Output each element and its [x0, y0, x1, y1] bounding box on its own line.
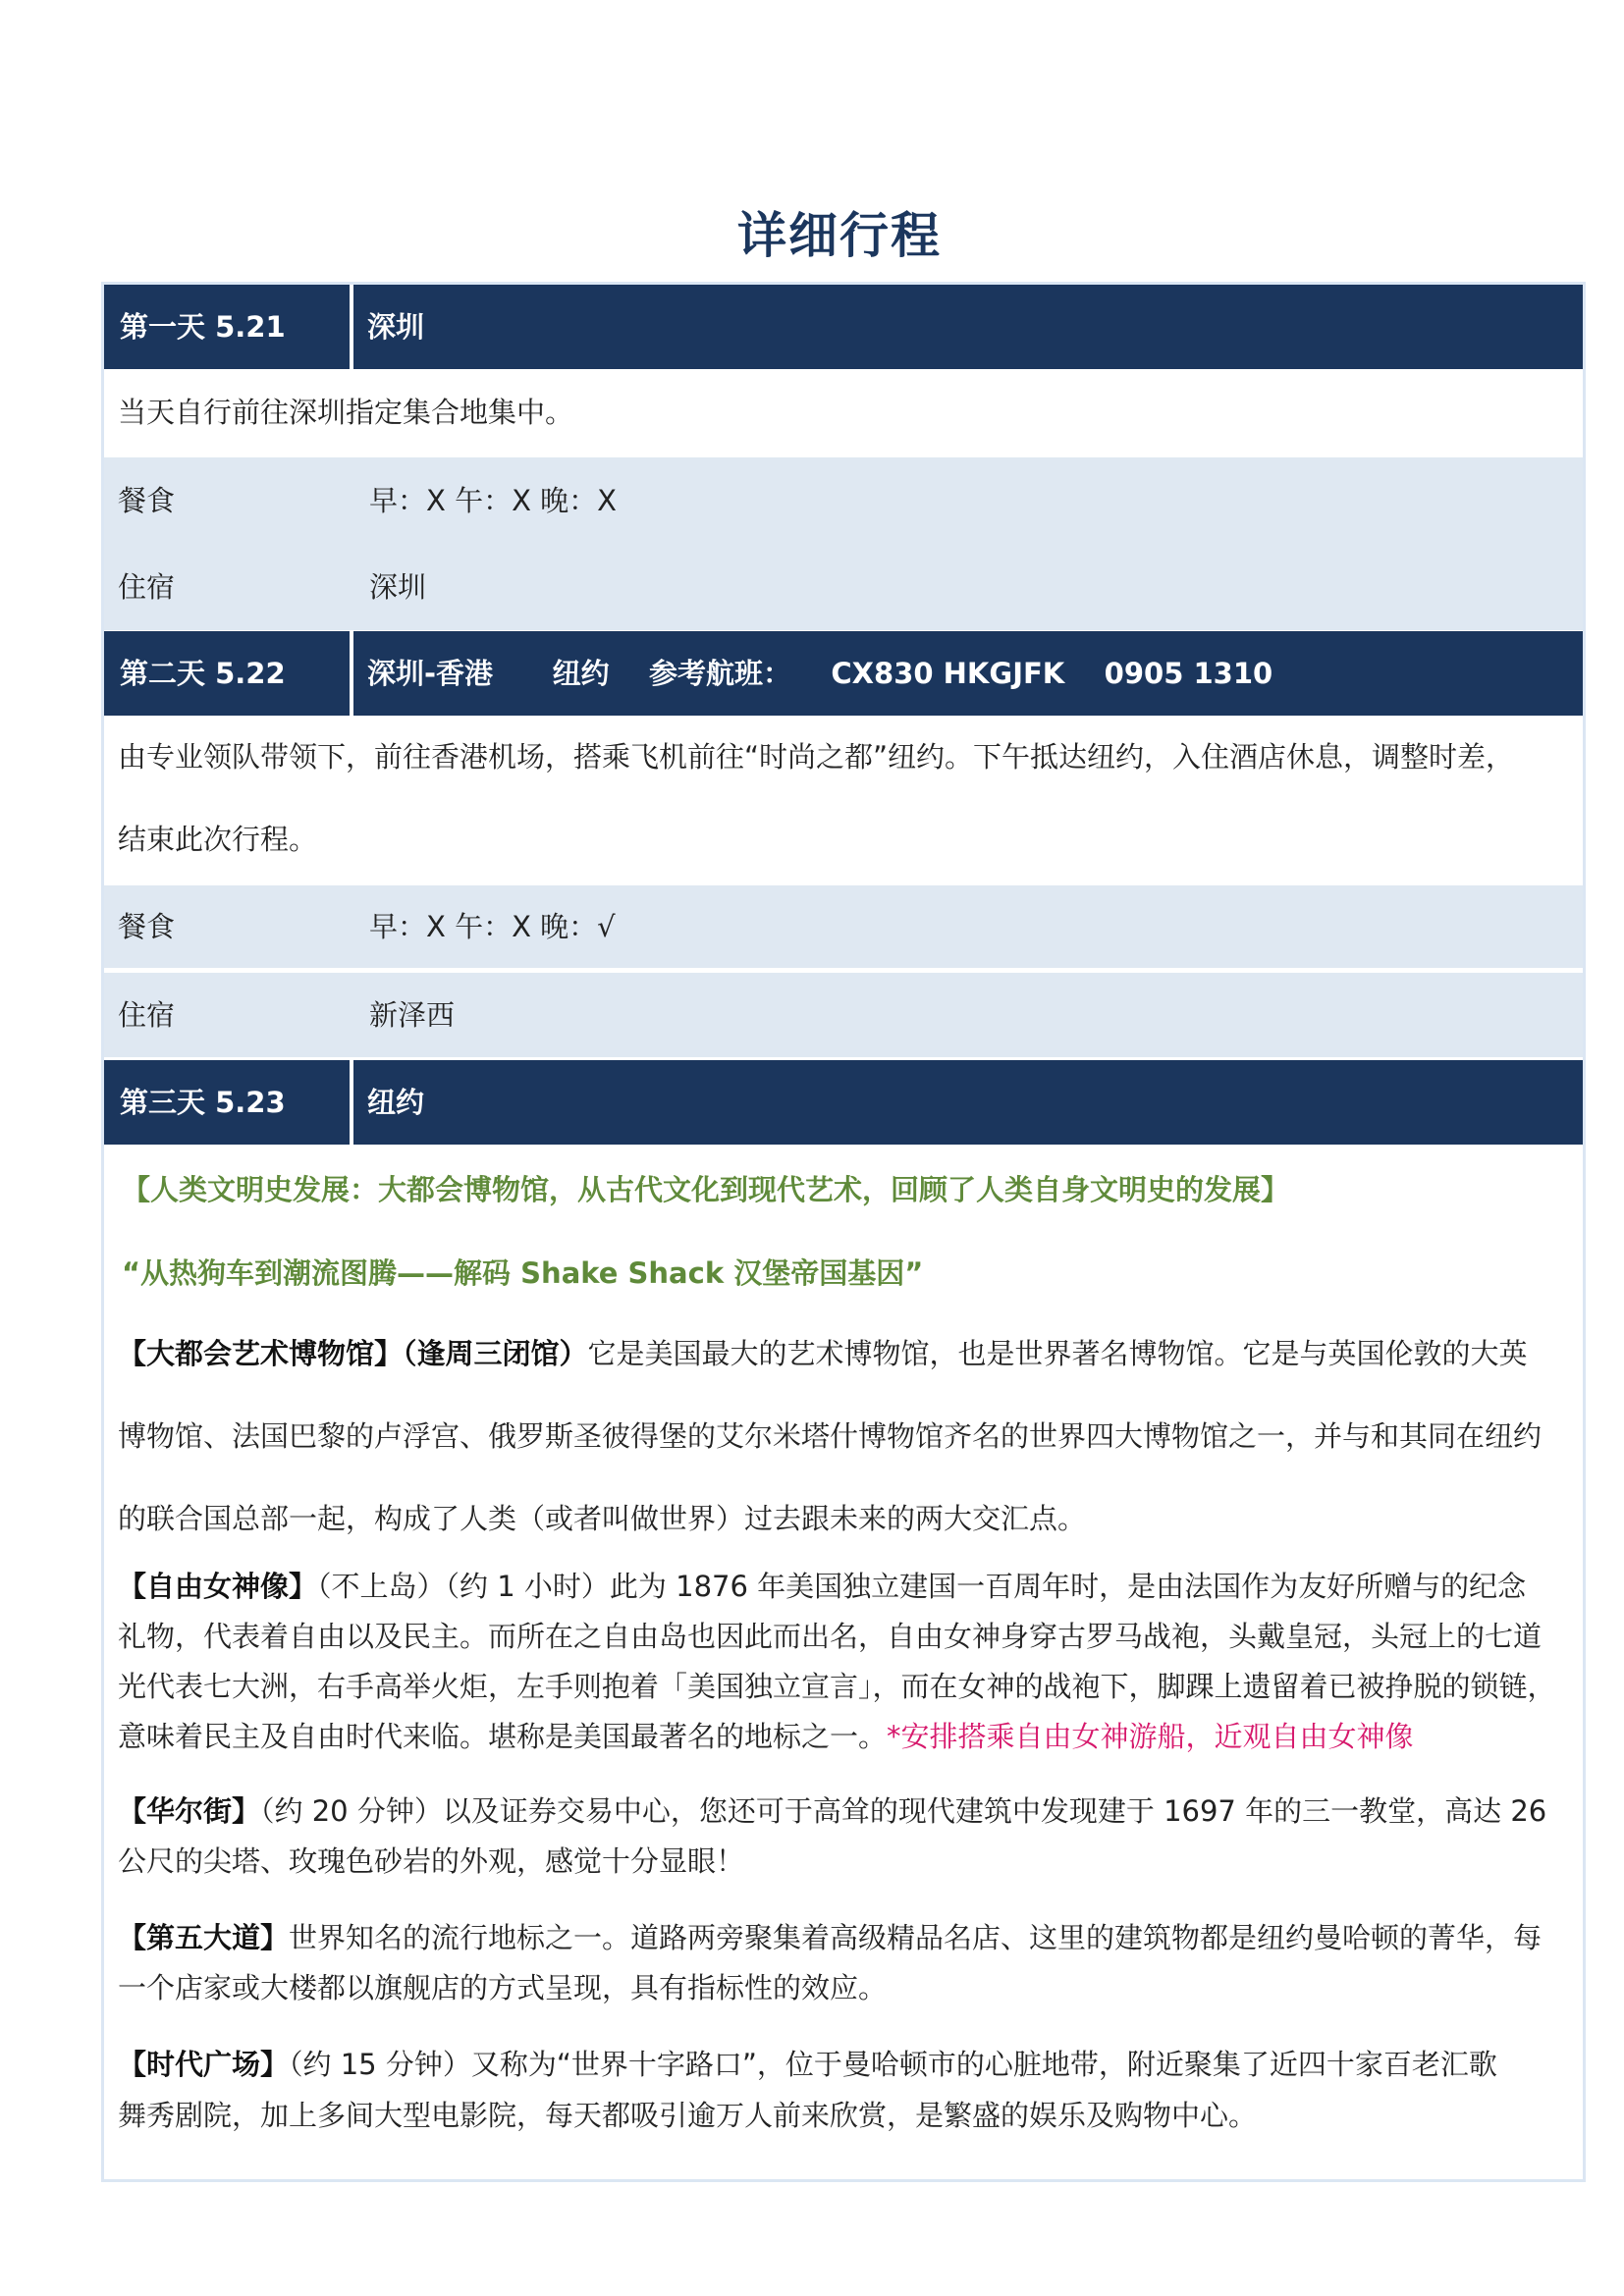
- times-line-1: [118, 2043, 1497, 2083]
- day1-stay-label: 住宿: [118, 570, 176, 604]
- day3-date: 第三天 5.23: [120, 1086, 286, 1119]
- fifth-text-1: 世界知名的流行地标之一。道路两旁聚集着高级精品名店、这里的建筑物都是纽约曼哈顿的菁华，每: [289, 1921, 1543, 1954]
- times-line-2: 舞秀剧院，加上多间大型电影院，每天都吸引逾万人前来欣赏，是繁盛的娱乐及购物中心。: [118, 2099, 1258, 2132]
- day2-desc-line2: 结束此次行程。: [118, 823, 318, 856]
- day1-desc: 当天自行前往深圳指定集合地集中。: [118, 396, 574, 429]
- day3-highlight-1: 【人类文明史发展：大都会博物馆，从古代文化到现代艺术，回顾了人类自身文明史的发展】: [122, 1173, 1290, 1206]
- day1-info-block: [104, 457, 1583, 630]
- liberty-text-4: 意味着民主及自由时代来临。堪称是美国最著名的地标之一。: [118, 1720, 888, 1753]
- day2-stay-label: 住宿: [118, 998, 176, 1032]
- liberty-cruise-note: *安排搭乘自由女神游船，近观自由女神像: [887, 1720, 1414, 1753]
- fifth-name: 【第五大道】: [118, 1921, 290, 1954]
- day2-place: 深圳-香港 纽约 参考航班： CX830 HKGJFK 0905 1310: [367, 657, 1273, 690]
- day1-place: 深圳: [367, 310, 425, 344]
- header-divider: [350, 285, 353, 369]
- met-line-1: [118, 1332, 1528, 1372]
- liberty-line-1: [118, 1565, 1526, 1605]
- day1-desc-row: [104, 369, 1583, 455]
- day2-desc-line1: 由专业领队带领下，前往香港机场，搭乘飞机前往“时尚之都”纽约。下午抵达纽约，入住酒店休息，调整时差，: [118, 740, 1515, 774]
- times-text-1: （约 15 分钟）又称为“世界十字路口”，位于曼哈顿市的心脏地带，附近聚集了近四十家百老汇歌: [289, 2048, 1497, 2081]
- header-divider: [350, 1060, 353, 1145]
- wallst-text-1: （约 20 分钟）以及证券交易中心，您还可于高耸的现代建筑中发现建于 1697 年的三一教堂，高达 26: [260, 1794, 1547, 1828]
- day1-header: [104, 285, 1583, 369]
- day1-meal-label: 餐食: [118, 484, 176, 517]
- page-title: 详细行程: [737, 206, 942, 264]
- day2-meal-row: [104, 885, 1583, 968]
- day1-date: 第一天 5.21: [120, 310, 286, 344]
- wallst-name: 【华尔街】: [118, 1794, 261, 1828]
- times-name: 【时代广场】: [118, 2048, 290, 2081]
- liberty-name: 【自由女神像】: [118, 1570, 318, 1603]
- wallst-line-2: 公尺的尖塔、玫瑰色砂岩的外观，感觉十分显眼！: [118, 1844, 745, 1878]
- fifth-line-2: 一个店家或大楼都以旗舰店的方式呈现，具有指标性的效应。: [118, 1971, 888, 2004]
- header-divider: [350, 631, 353, 716]
- met-line-2: 博物馆、法国巴黎的卢浮宫、俄罗斯圣彼得堡的艾尔米塔什博物馆齐名的世界四大博物馆之一，并与和其同在纽约: [118, 1419, 1543, 1453]
- day3-place: 纽约: [367, 1086, 425, 1119]
- fifth-line-1: [118, 1916, 1542, 1956]
- day2-date: 第二天 5.22: [120, 657, 286, 690]
- day1-stay-value: 深圳: [369, 570, 427, 604]
- met-name: 【大都会艺术博物馆】（逢周三闭馆）: [118, 1337, 588, 1370]
- day3-highlight-2: “从热狗车到潮流图腾——解码 Shake Shack 汉堡帝国基因”: [122, 1256, 924, 1290]
- wallst-line-1: [118, 1789, 1546, 1830]
- liberty-line-3: 光代表七大洲，右手高举火炬，左手则抱着「美国独立宣言」，而在女神的战袍下，脚踝上遗留着已被挣脱的锁链，: [118, 1670, 1556, 1703]
- liberty-line-4: [118, 1715, 1414, 1755]
- met-line-3: 的联合国总部一起，构成了人类（或者叫做世界）过去跟未来的两大交汇点。: [118, 1502, 1087, 1535]
- liberty-text-1: （不上岛）（约 1 小时）此为 1876 年美国独立建国一百周年时，是由法国作为友好所赠与的纪念: [317, 1570, 1527, 1603]
- day2-meal-value: 早：X 午：X 晚：√: [369, 910, 616, 943]
- liberty-line-2: 礼物，代表着自由以及民主。而所在之自由岛也因此而出名，自由女神身穿古罗马战袍，头戴皇冠，头冠上的七道: [118, 1620, 1543, 1653]
- day2-stay-value: 新泽西: [369, 998, 456, 1032]
- day3-header: [104, 1060, 1583, 1145]
- day2-stay-row: [104, 973, 1583, 1057]
- day2-desc-row: [104, 716, 1583, 882]
- day1-meal-value: 早：X 午：X 晚：X: [369, 484, 618, 517]
- day2-meal-label: 餐食: [118, 910, 176, 943]
- met-text-1: 它是美国最大的艺术博物馆，也是世界著名博物馆。它是与英国伦敦的大英: [587, 1337, 1528, 1370]
- day2-header: [104, 631, 1583, 716]
